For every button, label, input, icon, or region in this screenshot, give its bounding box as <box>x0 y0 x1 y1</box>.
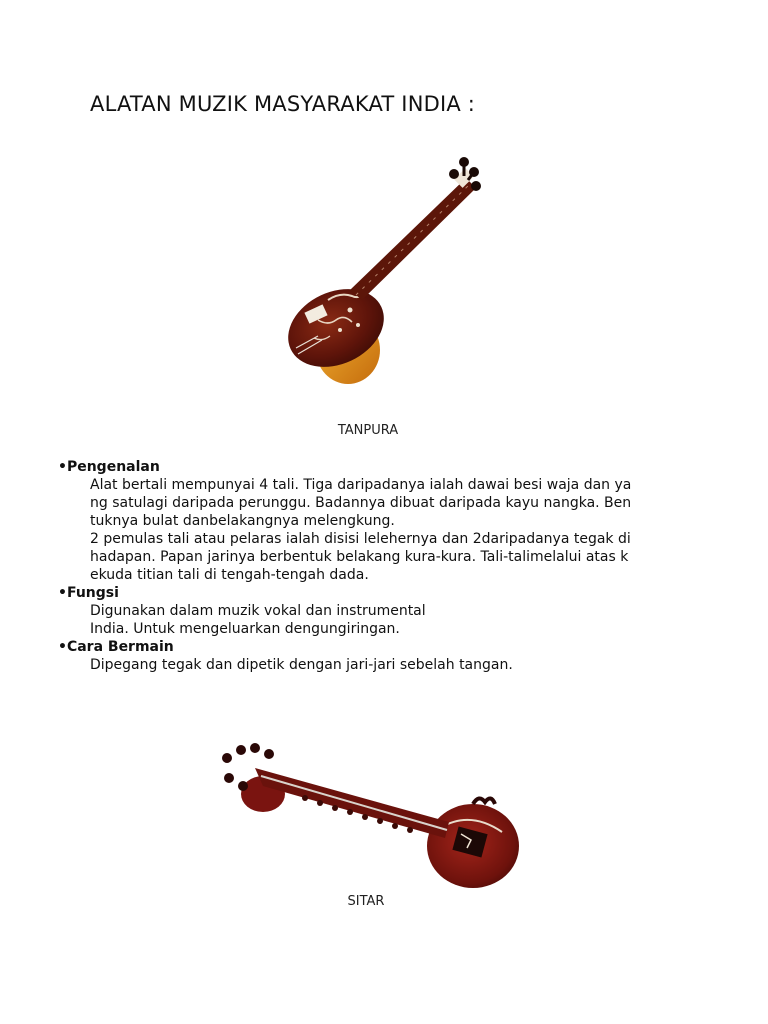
section-pengenalan <box>58 458 698 584</box>
section-fungsi <box>58 584 698 638</box>
section-heading: •Cara Bermain <box>58 639 174 655</box>
text-line: Digunakan dalam muzik vokal dan instrumental <box>90 603 426 619</box>
section-body <box>58 602 698 638</box>
text-line: 2 pemulas tali atau pelaras ialah disisi lelehernya dan 2daripadanya tegak di <box>90 531 631 547</box>
tanpura-caption: TANPURA <box>337 423 399 438</box>
text-line: Dipegang tegak dan dipetik dengan jari-jari sebelah tangan. <box>90 657 513 673</box>
text-line: India. Untuk mengeluarkan dengungiringan. <box>90 621 400 637</box>
section-cara-bermain <box>58 638 698 674</box>
text-line: hadapan. Papan jarinya berbentuk belakang kura-kura. Tali-talimelalui atas k <box>90 549 629 565</box>
tanpura-image <box>278 150 488 390</box>
text-line: ng satulagi daripada perunggu. Badannya dibuat daripada kayu nangka. Ben <box>90 495 632 511</box>
section-heading: •Fungsi <box>58 585 119 601</box>
section-body <box>58 476 698 584</box>
sitar-caption: SITAR <box>347 894 385 909</box>
text-line: Alat bertali mempunyai 4 tali. Tiga daripadanya ialah dawai besi waja dan ya <box>90 477 632 493</box>
section-body <box>58 656 698 674</box>
page-title: ALATAN MUZIK MASYARAKAT INDIA : <box>90 92 476 116</box>
text-line: tuknya bulat danbelakangnya melengkung. <box>90 513 395 529</box>
text-line: ekuda titian tali di tengah-tengah dada. <box>90 567 369 583</box>
sitar-image <box>215 738 525 898</box>
section-heading: •Pengenalan <box>58 459 160 475</box>
